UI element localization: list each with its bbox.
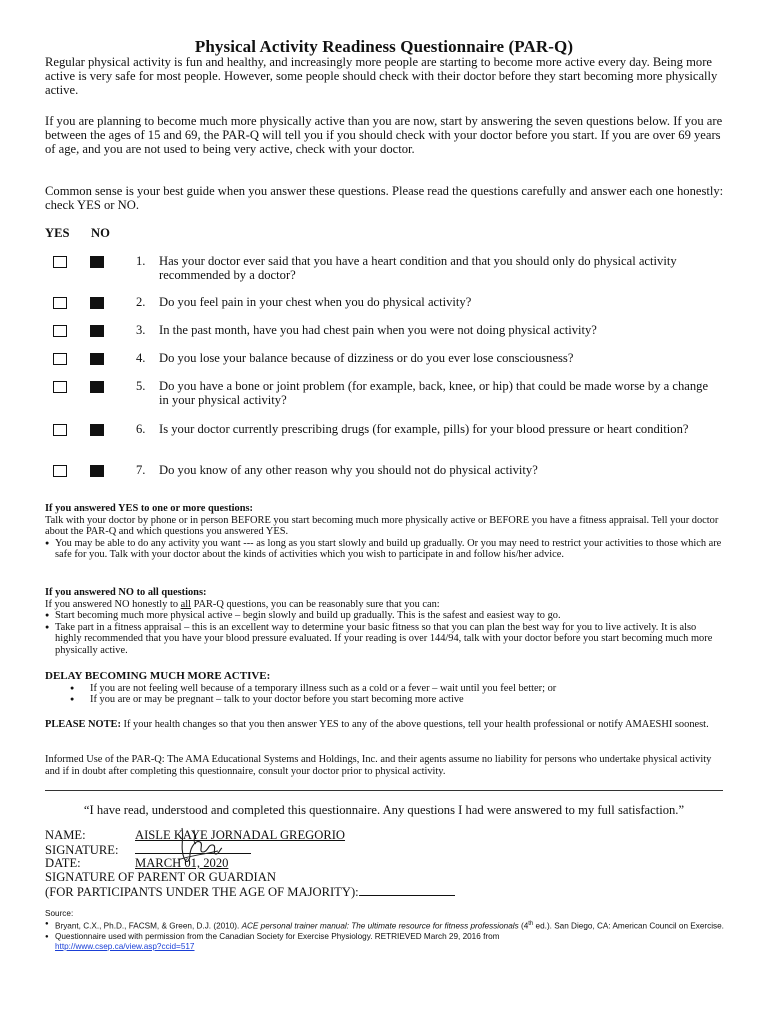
question-number: 7. (136, 463, 146, 477)
no-checkbox-checked[interactable] (90, 381, 104, 393)
yes-column-header: YES (45, 226, 70, 240)
yes-section-bullet: ● You may be able to do any activity you want --- as long as you start slowly and build up gradually. Or you may need to restrict your activities to those which are safe for you. Talk with your doctor about the kinds of activities which you wish to participate in and follow his/her advice. (45, 538, 725, 561)
question-text: Has your doctor ever said that you have a heart condition and that you should only do physical activity recommended by a doctor? (159, 254, 677, 282)
delay-section (45, 671, 725, 706)
delay-bullet-1: ● If you are not feeling well because of a temporary illness such as a cold or a fever – wait until you feel better; or (45, 683, 725, 695)
participants-row (45, 884, 455, 899)
no-checkbox-checked[interactable] (90, 424, 104, 436)
participants-label: (FOR PARTICIPANTS UNDER THE AGE OF MAJORITY): (45, 885, 359, 899)
yes-checkbox[interactable] (53, 465, 67, 477)
no-section-bullet-1: ● Start becoming much more physical active – begin slowly and build up gradually. This is the safest and easiest way to go. (45, 610, 725, 622)
source-reference-2: ● Questionnaire used with permission from the Canadian Society for Exercise Physiology. RETRIEVED March 29, 2016 from http://www.csep.ca/view.asp?ccid=517 (45, 932, 735, 952)
please-note-label: PLEASE NOTE: (45, 719, 121, 730)
handwritten-signature (170, 818, 230, 878)
no-section-bullet-2: ● Take part in a fitness appraisal – this is an excellent way to determine your basic fitness so that you can plan the best way for you to live actively. It is also highly recommended that you have your blood pressure evaluated. If your reading is over 144/94, talk with your doctor before you start becoming much more physically active. (45, 622, 725, 657)
name-field[interactable]: AISLE KAYE JORNADAL GREGORIO (135, 828, 346, 842)
no-answer-section (45, 587, 725, 656)
question-text: Do you feel pain in your chest when you do physical activity? (159, 295, 472, 309)
please-note-text: If your health changes so that you then answer YES to any of the above questions, tell your health professional or notify AMAESHI soonest. (120, 719, 709, 730)
source-label: Source: (45, 909, 74, 918)
yes-checkbox[interactable] (53, 381, 67, 393)
question-number: 2. (136, 295, 146, 309)
question-number: 1. (136, 254, 146, 268)
question-number: 4. (136, 351, 146, 365)
source-link[interactable]: http://www.csep.ca/view.asp?ccid=517 (55, 941, 195, 951)
signature-label: SIGNATURE: (45, 843, 119, 857)
question-number: 3. (136, 323, 146, 337)
source-reference-1: ● Bryant, C.X., Ph.D., FACSM, & Green, D.J. (2010). ACE personal trainer manual: The ultimate resource for fitness professionals (4th ed.). San Diego, CA: American Council on Exercise. (45, 919, 735, 932)
question-number: 5. (136, 379, 146, 393)
source-section (45, 909, 735, 952)
name-row (45, 828, 346, 842)
delay-section-heading: DELAY BECOMING MUCH MORE ACTIVE: (45, 670, 271, 682)
yes-checkbox[interactable] (53, 353, 67, 365)
no-checkbox-checked[interactable] (90, 256, 104, 268)
yes-checkbox[interactable] (53, 325, 67, 337)
yes-section-heading: If you answered YES to one or more questions: (45, 503, 254, 514)
date-field[interactable]: MARCH 01, 2020 (135, 856, 229, 870)
no-checkbox-checked[interactable] (90, 325, 104, 337)
parent-signature-label: SIGNATURE OF PARENT OR GUARDIAN (45, 870, 276, 884)
question-number: 6. (136, 422, 146, 436)
declaration-statement: “I have read, understood and completed this questionnaire. Any questions I had were answered to my full satisfaction.” (83, 803, 685, 817)
yes-checkbox[interactable] (53, 297, 67, 309)
yes-checkbox[interactable] (53, 256, 67, 268)
yes-checkbox[interactable] (53, 424, 67, 436)
document-title: Physical Activity Readiness Questionnaire (PAR-Q) (194, 37, 574, 56)
intro-paragraph-3: Common sense is your best guide when you answer these questions. Please read the questions carefully and answer each one honestly: check YES or NO. (45, 184, 724, 212)
no-column-header: NO (91, 226, 110, 240)
please-note (45, 719, 725, 731)
question-text: Do you have a bone or joint problem (for example, back, knee, or hip) that could be made worse by a change in your physical activity? (159, 379, 709, 407)
yes-answer-section (45, 503, 725, 561)
divider (45, 790, 723, 791)
question-text: Do you know of any other reason why you should not do physical activity? (159, 463, 538, 477)
no-checkbox-checked[interactable] (90, 297, 104, 309)
question-text: In the past month, have you had chest pain when you were not doing physical activity? (159, 323, 597, 337)
no-checkbox-checked[interactable] (90, 353, 104, 365)
informed-use: Informed Use of the PAR-Q: The AMA Educational Systems and Holdings, Inc. and their agents assume no liability for persons who undertake physical activity and if in doubt after completing this questionnaire, consult your doctor prior to physical activity. (45, 754, 712, 777)
date-label: DATE: (45, 856, 81, 870)
date-row (45, 856, 229, 870)
guardian-signature-field[interactable] (359, 884, 455, 896)
no-checkbox-checked[interactable] (90, 465, 104, 477)
name-label: NAME: (45, 828, 86, 842)
yes-section-body: Talk with your doctor by phone or in person BEFORE you start becoming much more physically active or BEFORE you have a fitness appraisal. Tell your doctor about the PAR-Q and which questions you answered YES. (45, 514, 719, 537)
intro-paragraph-1: Regular physical activity is fun and healthy, and increasingly more people are starting to become more active every day. Being more active is very safe for most people. However, some people should check with their doctor before they start becoming more physically active. (45, 55, 718, 97)
no-section-body: If you answered NO honestly to all PAR-Q questions, you can be reasonably sure that you can: (45, 598, 440, 610)
question-text: Is your doctor currently prescribing drugs (for example, pills) for your blood pressure or heart condition? (159, 422, 689, 436)
no-section-heading: If you answered NO to all questions: (45, 587, 207, 598)
all-emphasis: all (180, 598, 192, 610)
intro-paragraph-2: If you are planning to become much more physically active than you are now, start by answering the seven questions below. If you are between the ages of 15 and 69, the PAR-Q will tell you if you should check with your doctor before you start. If you are over 69 years of age, and you are not used to being very active, check with your doctor. (45, 114, 723, 156)
question-text: Do you lose your balance because of dizziness or do you ever lose consciousness? (159, 351, 574, 365)
delay-bullet-2: ● If you are or may be pregnant – talk to your doctor before you start becoming more active (45, 694, 725, 706)
